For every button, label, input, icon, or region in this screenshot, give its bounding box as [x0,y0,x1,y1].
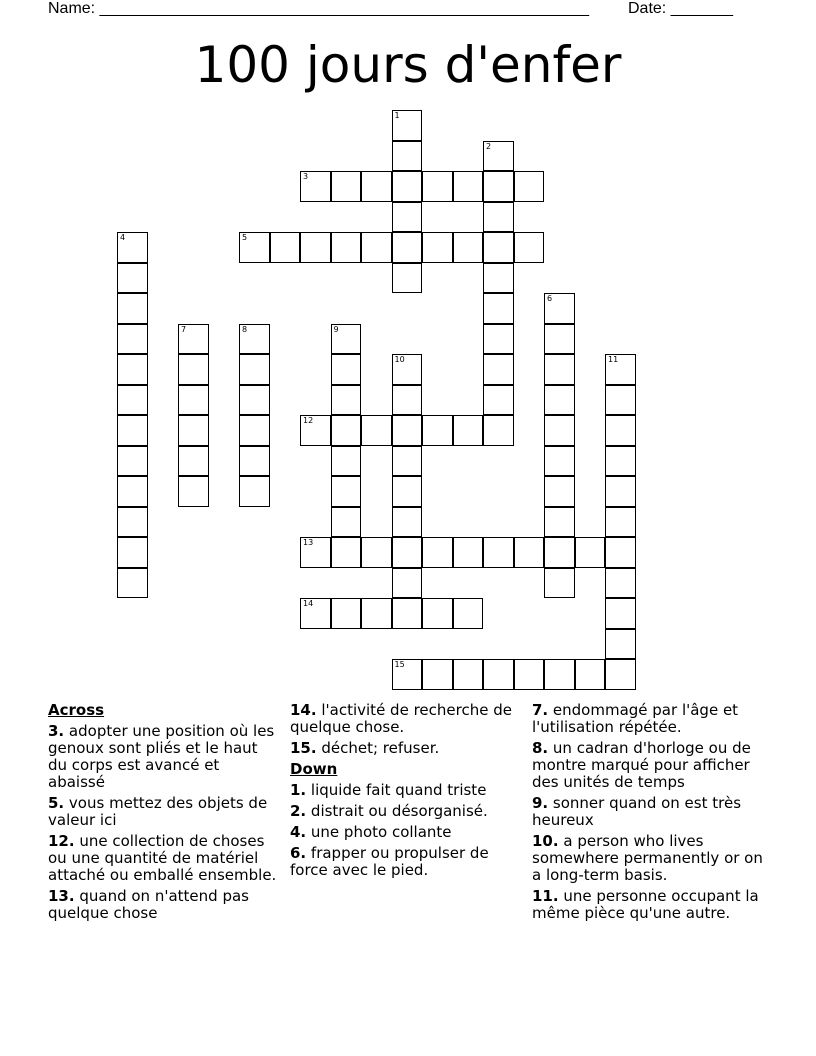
clues-column-3 [532,702,772,926]
clues-column-1 [48,702,280,926]
grid-cell[interactable] [392,110,423,141]
grid-cell[interactable] [239,446,270,477]
clue-across-14: 14. l'activité de recherche de quelque chose. [290,701,512,736]
grid-cell[interactable] [544,324,575,355]
grid-cell[interactable] [453,537,484,568]
clue-down-9: 9. sonner quand on est très heureux [532,794,742,829]
grid-cell[interactable] [422,659,453,690]
grid-cell[interactable] [392,446,423,477]
grid-cell[interactable] [453,232,484,263]
grid-cell[interactable] [483,232,514,263]
grid-cell[interactable] [239,415,270,446]
cell-number: 3 [303,172,309,181]
cell-number: 7 [181,324,187,334]
grid-cell[interactable] [239,324,270,355]
grid-cell[interactable] [178,446,209,477]
grid-cell[interactable] [361,232,392,263]
grid-cell[interactable] [605,659,636,690]
grid-cell[interactable] [300,232,331,263]
grid-cell[interactable] [514,232,545,263]
grid-cell[interactable] [514,537,545,568]
grid-cell[interactable] [483,354,514,385]
grid-cell[interactable] [331,476,362,507]
grid-cell[interactable] [300,537,331,568]
grid-cell[interactable] [331,171,362,202]
clues-column-2 [290,702,522,883]
grid-cell[interactable] [392,507,423,538]
clue-down-4: 4. une photo collante [290,823,452,841]
clue-across-13: 13. quand on n'attend pas quelque chose [48,887,249,922]
clue-down-7: 7. endommagé par l'âge et l'utilisation répétée. [532,701,739,736]
grid-cell[interactable] [331,537,362,568]
grid-cell[interactable] [117,293,148,324]
grid-cell[interactable] [361,415,392,446]
grid-cell[interactable] [605,415,636,446]
grid-cell[interactable] [544,476,575,507]
grid-cell[interactable] [178,415,209,446]
date-field-label[interactable]: Date: _______ [628,0,733,17]
clue-across-15: 15. déchet; refuser. [290,739,440,757]
grid-cell[interactable] [178,324,209,355]
cell-number: 5 [242,233,248,242]
grid-cell[interactable] [331,354,362,385]
grid-cell[interactable] [117,324,148,355]
clue-across-5: 5. vous mettez des objets de valeur ici [48,794,268,829]
grid-cell[interactable] [117,354,148,385]
grid-cell[interactable] [605,598,636,629]
page-title: 100 jours d'enfer [194,36,622,94]
grid-cell[interactable] [331,507,362,538]
grid-cell[interactable] [605,537,636,568]
cell-number: 11 [608,355,619,364]
grid-cell[interactable] [361,171,392,202]
grid-cell[interactable] [422,598,453,629]
grid-cell[interactable] [544,507,575,538]
grid-cell[interactable] [605,385,636,416]
grid-cell[interactable] [392,476,423,507]
grid-cell[interactable] [270,232,301,263]
grid-cell[interactable] [392,232,423,263]
grid-cell[interactable] [514,659,545,690]
grid-cell[interactable] [392,385,423,416]
grid-cell[interactable] [331,415,362,446]
cell-number: 6 [547,294,553,303]
grid-cell[interactable] [117,537,148,568]
grid-cell[interactable] [331,446,362,477]
grid-cell[interactable] [514,171,545,202]
grid-cell[interactable] [544,659,575,690]
grid-cell[interactable] [483,415,514,446]
grid-cell[interactable] [605,354,636,385]
grid-cell[interactable] [117,507,148,538]
grid-cell[interactable] [483,293,514,324]
clue-down-6: 6. frapper ou propulser de force avec le pied. [290,844,489,879]
clue-across-12: 12. une collection de choses ou une quantité de matériel attaché ou emballé ensemble. [48,832,277,884]
grid-cell[interactable] [239,385,270,416]
grid-cell[interactable] [483,171,514,202]
grid-cell[interactable] [392,171,423,202]
name-field-label[interactable]: Name: _______________________________________________________ [48,0,589,17]
grid-cell[interactable] [453,415,484,446]
grid-cell[interactable] [117,385,148,416]
grid-cell[interactable] [483,263,514,294]
cell-number: 9 [333,324,339,334]
grid-cell[interactable] [300,598,331,629]
cell-number: 13 [303,538,314,547]
cell-number: 4 [120,233,126,242]
grid-cell[interactable] [361,537,392,568]
grid-cell[interactable] [331,324,362,355]
grid-cell[interactable] [178,354,209,385]
cell-number: 14 [303,599,314,608]
grid-cell[interactable] [483,659,514,690]
grid-cell[interactable] [392,141,423,172]
grid-cell[interactable] [392,568,423,599]
grid-cell[interactable] [117,232,148,263]
grid-cell[interactable] [483,537,514,568]
grid-cell[interactable] [117,446,148,477]
grid-cell[interactable] [117,415,148,446]
grid-cell[interactable] [605,476,636,507]
grid-cell[interactable] [392,537,423,568]
grid-cell[interactable] [361,598,392,629]
grid-cell[interactable] [544,293,575,324]
grid-cell[interactable] [422,232,453,263]
grid-cell[interactable] [544,568,575,599]
cell-number: 12 [303,416,314,425]
grid-cell[interactable] [300,415,331,446]
grid-cell[interactable] [392,598,423,629]
grid-cell[interactable] [117,263,148,294]
grid-cell[interactable] [239,232,270,263]
grid-cell[interactable] [331,385,362,416]
grid-cell[interactable] [422,171,453,202]
cell-number: 2 [486,141,492,151]
clue-down-8: 8. un cadran d'horloge ou de montre marqué pour afficher des unités de temps [532,739,751,791]
clue-down-11: 11. une personne occupant la même pièce qu'une autre. [532,887,759,922]
cell-number: 10 [394,355,405,364]
grid-cell[interactable] [483,385,514,416]
down-heading: Down [290,760,338,778]
clue-down-1: 1. liquide fait quand triste [290,781,487,799]
grid-cell[interactable] [331,232,362,263]
grid-cell[interactable] [178,385,209,416]
grid-cell[interactable] [178,476,209,507]
cell-number: 8 [242,324,248,334]
cell-number: 1 [394,111,400,120]
grid-cell[interactable] [544,385,575,416]
cell-number: 15 [394,660,405,669]
grid-cell[interactable] [605,446,636,477]
grid-cell[interactable] [544,415,575,446]
grid-cell[interactable] [300,171,331,202]
grid-cell[interactable] [392,202,423,233]
grid-cell[interactable] [605,629,636,660]
grid-cell[interactable] [453,598,484,629]
clue-across-3: 3. adopter une position où les genoux sont pliés et le haut du corps est avancé et abaissé [48,722,275,791]
grid-cell[interactable] [605,568,636,599]
grid-cell[interactable] [239,476,270,507]
across-heading: Across [48,701,105,719]
grid-cell[interactable] [575,659,606,690]
clue-down-2: 2. distrait ou désorganisé. [290,802,488,820]
grid-cell[interactable] [422,537,453,568]
grid-cell[interactable] [117,476,148,507]
grid-cell[interactable] [239,354,270,385]
grid-cell[interactable] [422,415,453,446]
grid-cell[interactable] [392,659,423,690]
grid-cell[interactable] [392,263,423,294]
grid-cell[interactable] [483,202,514,233]
grid-cell[interactable] [392,354,423,385]
grid-cell[interactable] [331,598,362,629]
grid-cell[interactable] [544,446,575,477]
clue-down-10: 10. a person who lives somewhere permanently or on a long-term basis. [532,832,763,884]
grid-cell[interactable] [544,354,575,385]
grid-cell[interactable] [544,537,575,568]
grid-cell[interactable] [392,415,423,446]
grid-cell[interactable] [117,568,148,599]
grid-cell[interactable] [575,537,606,568]
grid-cell[interactable] [453,659,484,690]
grid-cell[interactable] [453,171,484,202]
grid-cell[interactable] [483,141,514,172]
grid-cell[interactable] [605,507,636,538]
grid-cell[interactable] [483,324,514,355]
